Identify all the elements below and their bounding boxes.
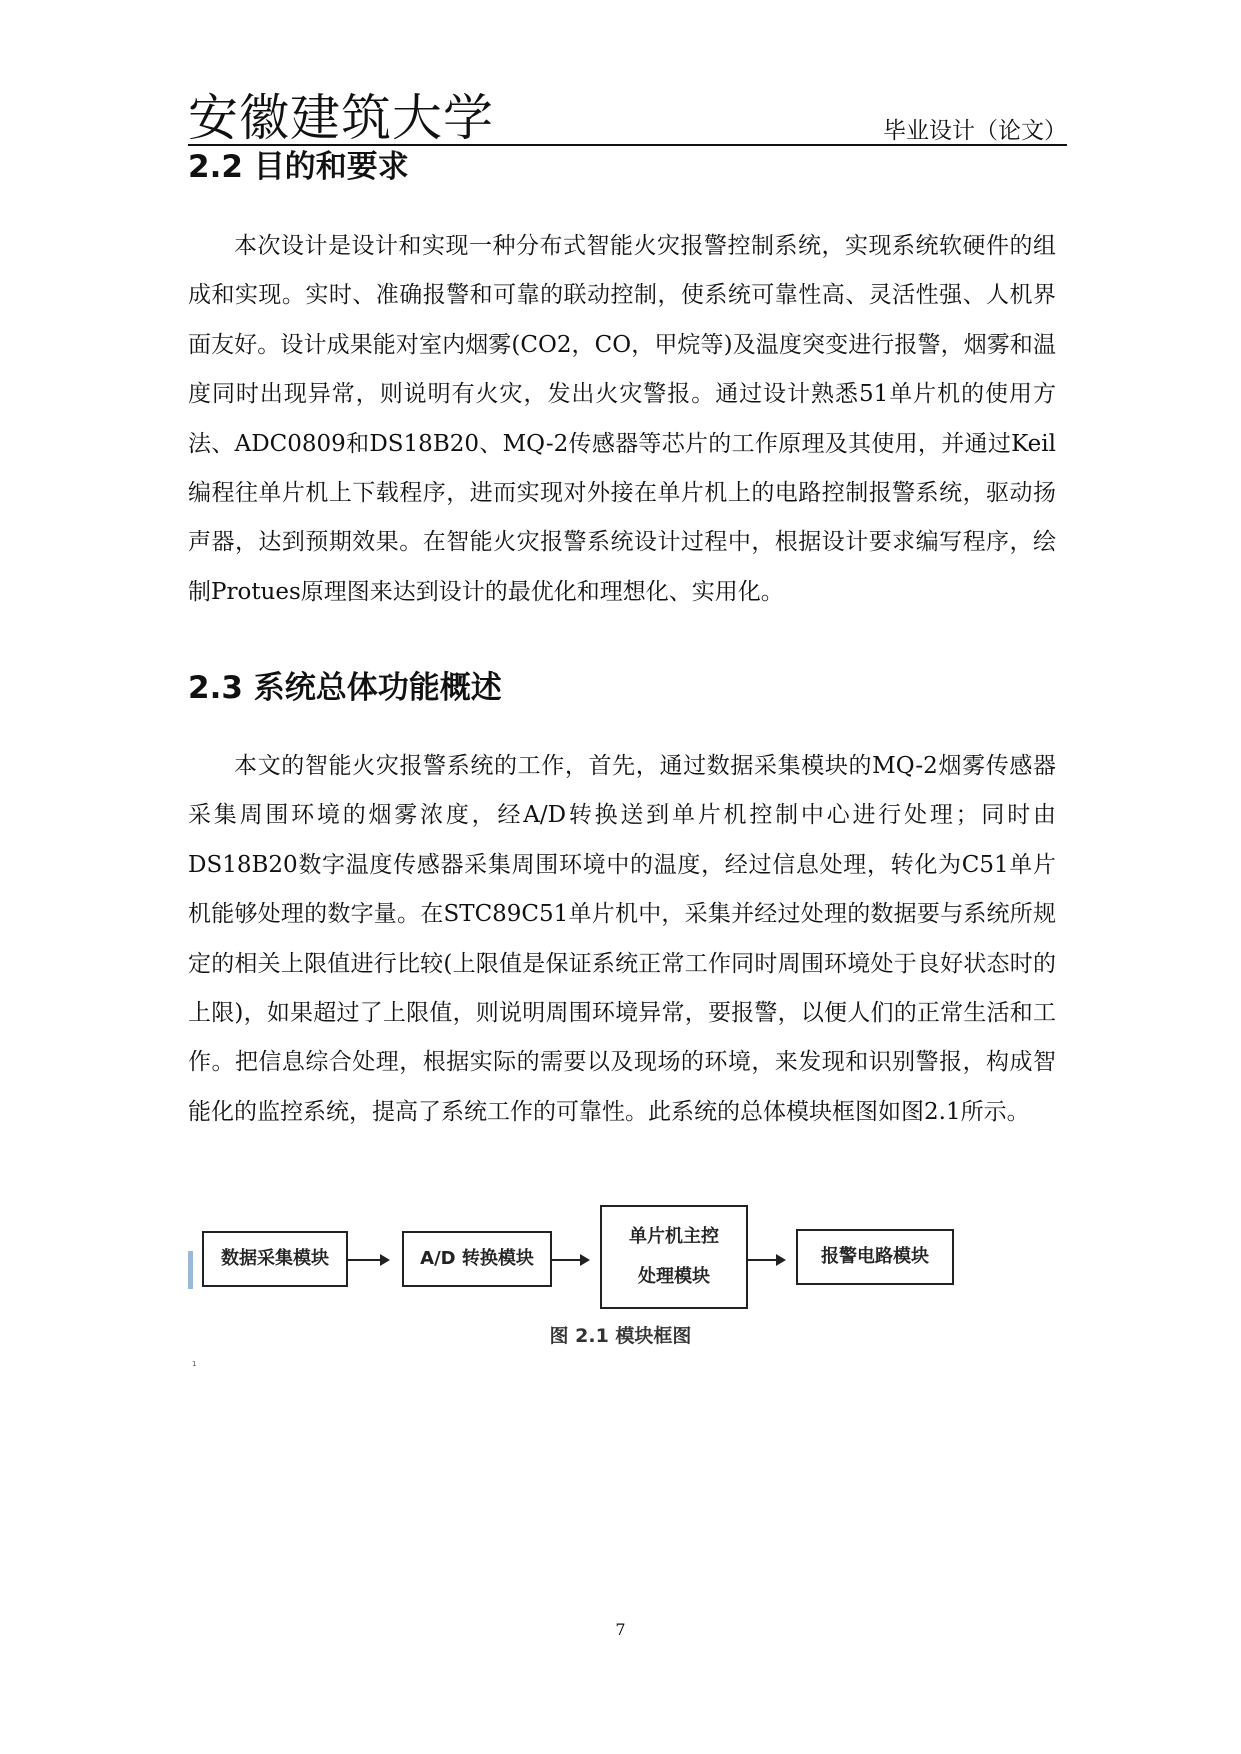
ad-conversion-module-label: A/D 转换模块 [420,1248,534,1269]
ad-conversion-module-box [402,1231,552,1287]
university-title: 安徽建筑大学 [188,89,494,147]
arrow-to-ad-module [348,1259,388,1261]
figure-caption: 图 2.1 模块框图 [549,1325,692,1347]
section-2-3-paragraph: 本文的智能火灾报警系统的工作，首先，通过数据采集模块的MQ-2烟雾传感器采集周围环境的烟雾浓度，经A/D转换送到单片机控制中心进行处理；同时由DS18B20数字温度传感器采集周围环境中的温度，经过信息处理，转化为C51单片机能够处理的数字量。在STC89C51单片机中，采集并经过处理的数据要与系统所规定的相关上限值进行比较(上限值是保证系统正常工作同时周围环境处于良好状态时的上限)，如果超过了上限值，则说明周围环境异常，要报警，以便人们的正常生活和工作。把信息综合处理，根据实际的需要以及现场的环境，来发现和识别警报，构成智能化的监控系统，提高了系统工作的可靠性。此系统的总体模块框图如图2.1所示。 [188,753,1056,1125]
diagram-left-marker [188,1251,193,1289]
footnote-mark: 1 [192,1360,197,1368]
document-type-label: 毕业设计（论文） [883,118,1067,144]
arrow-to-mcu-module [552,1259,588,1261]
mcu-control-module-label-line2: 处理模块 [638,1266,710,1287]
mcu-control-module-label-line1: 单片机主控 [629,1226,719,1247]
section-2-3-heading: 2.3 系统总体功能概述 [188,670,502,706]
data-acquisition-module-label: 数据采集模块 [221,1248,329,1269]
data-acquisition-module-box [202,1231,348,1287]
alarm-circuit-module-label: 报警电路模块 [821,1246,929,1267]
mcu-control-module-box [600,1205,748,1309]
alarm-circuit-module-box [796,1229,954,1285]
section-2-2-heading: 2.2 目的和要求 [188,149,409,185]
arrow-to-alarm-module [748,1259,784,1261]
section-2-2-paragraph: 本次设计是设计和实现一种分布式智能火灾报警控制系统，实现系统软硬件的组成和实现。实时、准确报警和可靠的联动控制，使系统可靠性高、灵活性强、人机界面友好。设计成果能对室内烟雾(CO2，CO，甲烷等)及温度突变进行报警，烟雾和温度同时出现异常，则说明有火灾，发出火灾警报。通过设计熟悉51单片机的使用方法、ADC0809和DS18B20、MQ-2传感器等芯片的工作原理及其使用，并通过Keil编程往单片机上下载程序，进而实现对外接在单片机上的电路控制报警系统，驱动扬声器，达到预期效果。在智能火灾报警系统设计过程中，根据设计要求编写程序，绘制Protues原理图来达到设计的最优化和理想化、实用化。 [188,233,1056,605]
page-number: 7 [615,1620,626,1639]
header-divider [188,144,1067,146]
module-block-diagram [188,1205,1028,1347]
